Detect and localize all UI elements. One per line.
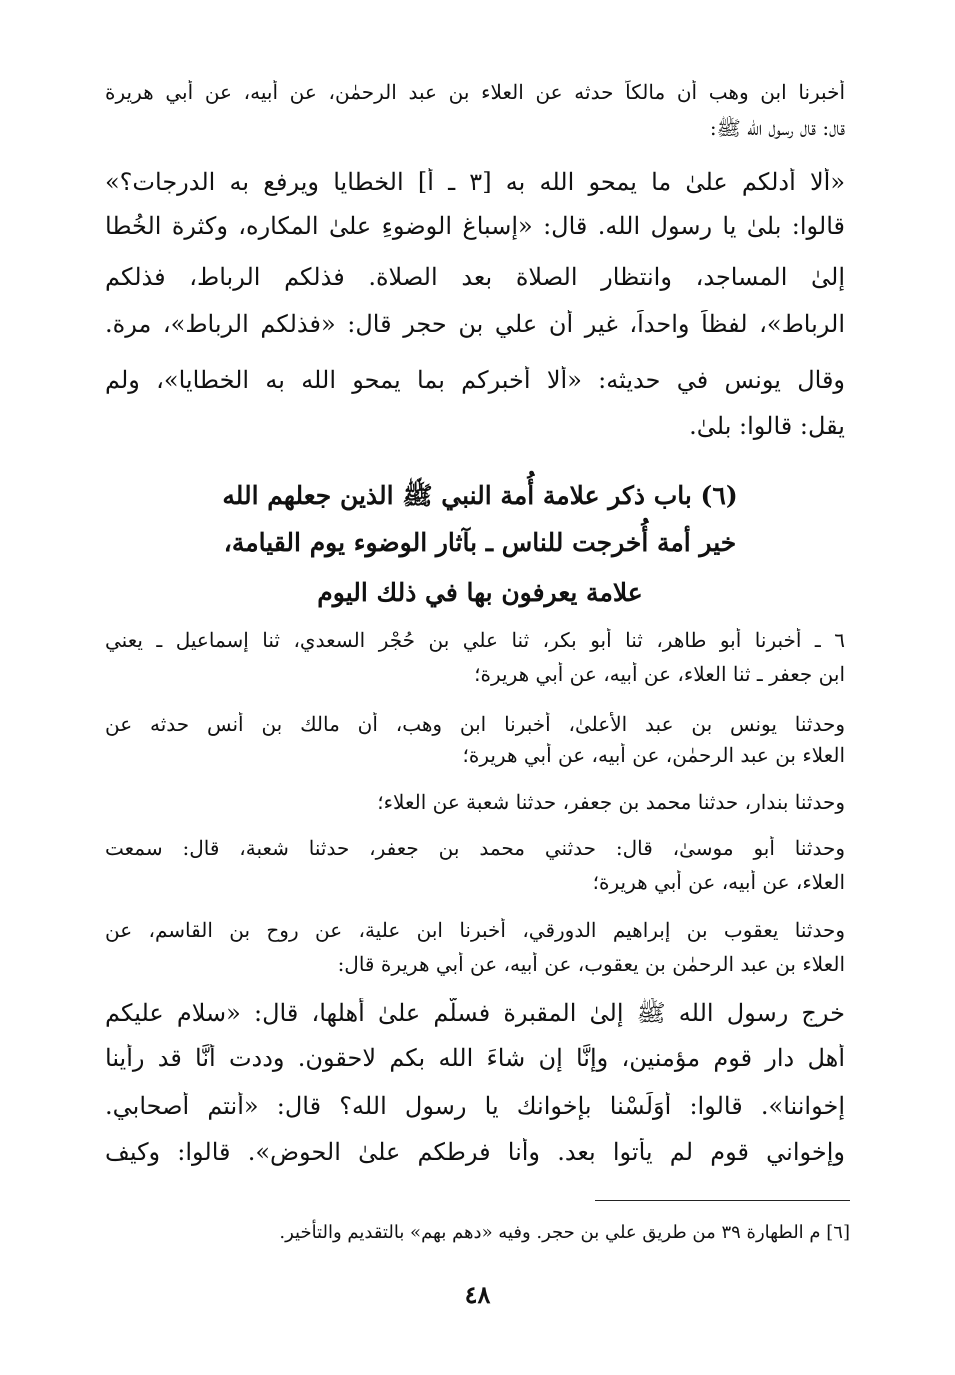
isnad2-line2: العلاء بن عبد الرحمٰن، عن أبيه، عن أبي هريرة؛	[462, 743, 845, 767]
chapter-heading-line3: علامة يعرفون بها في ذلك اليوم	[317, 578, 643, 607]
para2-line3: إلىٰ المساجد، وانتظار الصلاة بعد الصلاة. فذلكم الرباط، فذلكم	[105, 263, 845, 291]
para2-line1: «ألا أدلكم علىٰ ما يمحو الله به [٣ ـ أ] الخطايا ويرفع به الدرجات؟»	[105, 168, 845, 196]
isnad5-line2: العلاء بن عبد الرحمٰن بن يعقوب، عن أبيه، عن أبي هريرة قال:	[337, 952, 845, 976]
para2-line4: الرباط»، لفظاً واحداً، غير أن علي بن حجر قال: «فذلكم الرباط»، مرة.	[105, 310, 845, 338]
isnad2-line1: وحدثنا يونس بن عبد الأعلىٰ، أخبرنا ابن وهب، أن مالك بن أنس حدثه عن	[105, 712, 845, 736]
para3-line1: وقال يونس في حديثه: «ألا أُخبركم بما يمحو الله به الخطايا»، ولم	[105, 366, 845, 394]
isnad4-line1: وحدثنا أبو موسىٰ، قال: حدثني محمد بن جعفر، حدثنا شعبة، قال: سمعت	[105, 836, 845, 860]
isnad3-line1: وحدثنا بندار، حدثنا محمد بن جعفر، حدثنا شعبة عن العلاء؛	[377, 790, 845, 814]
isnad1-line1: ٦ ـ أخبرنا أبو طاهر، ثنا أبو بكر، ثنا علي بن حُجْر السعدي، ثنا إسماعيل ـ يعني	[105, 628, 845, 652]
hadith-line4: وإخواني قوم لم يأتوا بعد. وأنا فرطكم علىٰ الحوض». قالوا: وكيف	[105, 1138, 845, 1166]
chapter-heading-line1: (٦) باب ذكر علامة أُمة النبي ﷺ الذين جعلهم الله	[222, 481, 738, 510]
isnad4-line2: العلاء، عن أبيه، عن أبي هريرة؛	[592, 870, 845, 894]
hadith-line1: خرج رسول الله ﷺ إلىٰ المقبرة فسلَّم علىٰ أهلها، قال: «سلام عليكم	[105, 999, 845, 1027]
hadith-line2: أهل دار قوم مؤمنين، وإنَّا إن شاءَ الله بكم لاحقون. وددت أنَّا قد رأينا	[105, 1044, 845, 1072]
para1-line1: أخبرنا ابن وهب أن مالكاً حدثه عن العلاء بن عبد الرحمٰن، عن أبيه، عن أبي هريرة	[105, 80, 845, 104]
para2-line2: قالوا: بلىٰ يا رسول الله. قال: «إسباغ الوضوءِ علىٰ المكاره، وكثرة الخُطا	[105, 212, 845, 240]
page-number: ٤٨	[464, 1280, 491, 1309]
chapter-heading-line2: خير أمة أُخرجت للناس ـ بآثار الوضوء يوم القيامة،	[223, 528, 737, 557]
para3-line2: يقل: قالوا: بلىٰ.	[689, 412, 845, 440]
hadith-line3: إخواننا». قالوا: أوَلَسْنا بإخوانك يا رسول الله؟ قال: «أنتم أصحابي.	[105, 1092, 845, 1120]
isnad5-line1: وحدثنا يعقوب بن إبراهيم الدورقي، أخبرنا ابن علية، عن روح بن القاسم، عن	[105, 918, 845, 942]
isnad1-line2: ابن جعفر ـ ثنا العلاء، عن أبيه، عن أبي هريرة؛	[474, 662, 845, 686]
para1-line2: قال: قال رسول الله ﷺ:	[709, 116, 845, 140]
footnote-separator	[595, 1200, 850, 1201]
footnote: [٦] م الطهارة ٣٩ من طريق علي بن حجر. وفيه «دهم بهم» بالتقديم والتأخير.	[279, 1222, 850, 1243]
